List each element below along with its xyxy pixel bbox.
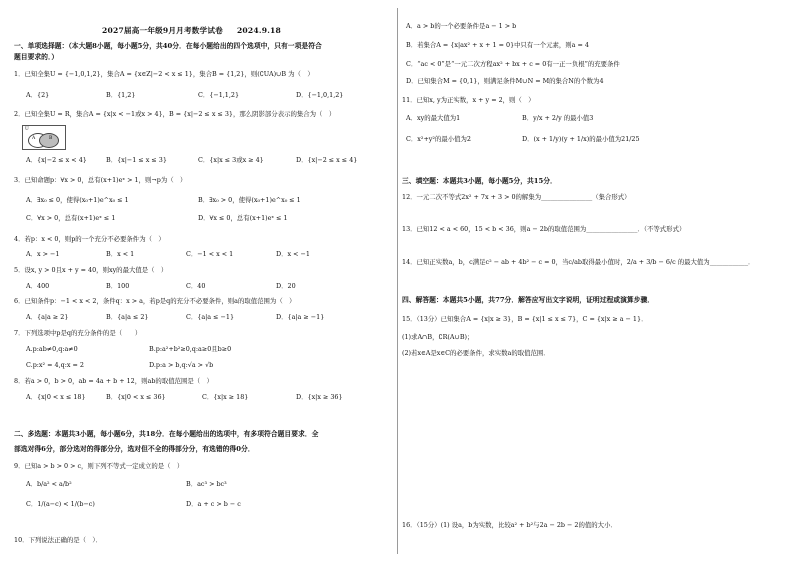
question-11: 11．已知x, y为正实数，x + y = 2，则（ ）: [402, 96, 535, 104]
question-2: 2．已知全集U = R，集合A = {x|x < −1或x > 4}，B = {x|−2 ≤ x ≤ 3}，那么阴影部分表示的集合为（ ）: [14, 110, 336, 118]
q8-option-d: D．{x|x ≥ 36}: [296, 393, 343, 401]
section-3-heading: 三、填空题：本题共3小题，每小题5分，共15分．: [402, 177, 557, 185]
q5-option-d: D．20: [276, 282, 296, 290]
q4-option-c: C．−1 < x < 1: [186, 250, 234, 258]
q2-option-a: A．{x|−2 ≤ x < 4}: [26, 156, 87, 164]
q7-option-c: C.p:x² = 4,q:x = 2: [26, 361, 84, 369]
question-9: 9．已知a > b > 0 > c，则下列不等式一定成立的是（ ）: [14, 462, 184, 470]
q11-option-b: B．y/x + 2/y 的最小值3: [522, 114, 594, 122]
q5-option-c: C．40: [186, 282, 206, 290]
section-1-heading-cont: 题目要求的．）: [14, 53, 59, 61]
venn-label-a: A: [32, 136, 36, 141]
question-15-part-2: (2)若x∈A是x∈C的必要条件，求实数a的取值范围．: [402, 349, 550, 357]
q10-option-a: A．a > b的一个必要条件是a − 1 > b: [406, 22, 517, 30]
q3-option-b: B．∃x₀ > 0，使得(x₀+1)e^x₀ ≤ 1: [198, 196, 301, 204]
question-6: 6．已知条件p：−1 < x < 2，条件q：x > a，若p是q的充分不必要条件，则a的取值范围为（ ）: [14, 297, 296, 305]
q5-option-b: B．100: [106, 282, 130, 290]
q11-option-d: D．(x + 1/y)(y + 1/x)的最小值为21/25: [522, 135, 640, 143]
q5-option-a: A．400: [26, 282, 50, 290]
q11-option-a: A．xy的最大值为1: [406, 114, 461, 122]
q7-option-b: B.p:a²+b²≥0,q:a≥0且b≥0: [149, 345, 232, 353]
venn-universe-label: U: [25, 127, 29, 132]
q1-option-b: B．{1,2}: [106, 91, 136, 99]
column-divider: [397, 8, 398, 554]
q7-option-a: A.p:ab≠0,q:a≠0: [26, 345, 78, 353]
q6-option-c: C．{a|a ≤ −1}: [186, 313, 235, 321]
q1-option-a: A．{2}: [26, 91, 50, 99]
q7-option-d: D.p:a > b,q:√a > √b: [149, 361, 214, 369]
question-5: 5．设x, y > 0且x + y = 40，则xy的最大值是（ ）: [14, 266, 168, 274]
question-4: 4．若p：x < 0，则p的一个充分不必要条件为（ ）: [14, 235, 165, 243]
q3-option-c: C．∀x > 0，总有(x+1)eˣ ≤ 1: [26, 214, 116, 222]
q6-option-a: A．{a|a ≥ 2}: [26, 313, 69, 321]
q4-option-b: B．x < 1: [106, 250, 135, 258]
q8-option-c: C．{x|x ≥ 18}: [202, 393, 249, 401]
q4-option-a: A．x > −1: [26, 250, 60, 258]
question-12: 12．一元二次不等式2x² + 7x + 3 > 0的解集为________________（集合形式）: [402, 193, 631, 201]
q2-option-b: B．{x|−1 ≤ x ≤ 3}: [106, 156, 167, 164]
question-13: 13．已知12 < a < 60，15 < b < 36，则a − 2b的取值范围为________________．（不等式形式）: [402, 225, 686, 233]
q4-option-d: D．x < −1: [276, 250, 310, 258]
exam-date: 2024.9.18: [236, 26, 282, 35]
question-15: 15．（13分）已知集合A = {x|x ≥ 3}，B = {x|1 ≤ x ≤ 7}，C = {x|x ≥ a − 1}．: [402, 315, 648, 323]
section-4-heading: 四、解答题：本题共5小题，共77分．解答应写出文字说明，证明过程或演算步骤．: [402, 296, 655, 304]
q9-option-d: D．a + c > b − c: [186, 500, 241, 508]
question-3: 3．已知命题p：∀x > 0，总有(x+1)eˣ > 1，则¬p为（ ）: [14, 176, 187, 184]
question-8: 8．若a > 0，b > 0，ab = 4a + b + 12，则ab的取值范围是（ ）: [14, 377, 213, 385]
q2-option-d: D．{x|−2 ≤ x ≤ 4}: [296, 156, 358, 164]
q2-option-c: C．{x|x ≤ 3或x ≥ 4}: [198, 156, 264, 164]
q9-option-c: C．1/(a−c) < 1/(b−c): [26, 500, 95, 508]
q10-option-b: B．若集合A = {x|ax² + x + 1 = 0}中只有一个元素，则a = 4: [406, 41, 589, 49]
venn-label-b: B: [49, 136, 53, 141]
q1-option-d: D．{−1,0,1,2}: [296, 91, 344, 99]
q9-option-b: B．ac³ > bc³: [186, 480, 227, 488]
q3-option-a: A．∃x₀ ≤ 0，使得(x₀+1)e^x₀ ≤ 1: [26, 196, 129, 204]
q11-option-c: C．x²+y²的最小值为2: [406, 135, 471, 143]
question-16: 16．（15分）(1) 设a，b为实数，比较a² + b²与2a − 2b − 2的值的大小．: [402, 521, 617, 529]
q9-option-a: A．b/a² < a/b²: [26, 480, 72, 488]
question-1: 1．已知全集U = {−1,0,1,2}，集合A = {x∈Z|−2 < x ≤ 1}，集合B = {1,2}，则(∁UA)∪B 为（ ）: [14, 70, 314, 78]
exam-title: [102, 27, 281, 35]
question-10: 10．下列说法正确的是（ ）．: [14, 536, 103, 544]
venn-diagram: [22, 125, 66, 150]
q8-option-b: B．{x|0 < x ≤ 36}: [106, 393, 166, 401]
section-2-heading: 二、多选题：本题共3小题，每小题6分，共18分．在每小题给出的选项中，有多项符合题目要求．全: [14, 430, 319, 438]
q10-option-d: D．已知集合M = {0,1}，则满足条件M∪N = M的集合N的个数为4: [406, 77, 604, 85]
question-7: 7．下列选项中p是q的充分条件的是（ ）: [14, 329, 142, 337]
section-1-heading: 一、单项选择题：（本大题8小题，每小题5分，共40分．在每小题给出的四个选项中，只有一项是符合: [14, 42, 322, 50]
q6-option-d: D．{a|a ≥ −1}: [276, 313, 325, 321]
question-15-part-1: (1)求A∩B，∁R(A∪B)；: [402, 333, 474, 341]
section-2-heading-cont: 部选对得6分，部分选对的得部分分，选对但不全的得部分分，有选错的得0分．: [14, 445, 255, 453]
q8-option-a: A．{x|0 < x ≤ 18}: [26, 393, 86, 401]
q1-option-c: C．{−1,1,2}: [198, 91, 240, 99]
title-text: 2027届高一年级9月月考数学试卷: [102, 26, 223, 35]
q6-option-b: B．{a|a ≤ 2}: [106, 313, 149, 321]
question-14: 14．已知正实数a，b，c满足c² − ab + 4b² − c = 0，当c/ab取得最小值时，2/a + 3/b − 6/c 的最大值为____________．: [402, 258, 755, 266]
q3-option-d: D．∀x ≤ 0，总有(x+1)eˣ ≤ 1: [198, 214, 288, 222]
q10-option-c: C．“ac < 0”是“一元二次方程ax² + bx + c = 0有一正一负根”的充要条件: [406, 60, 620, 68]
